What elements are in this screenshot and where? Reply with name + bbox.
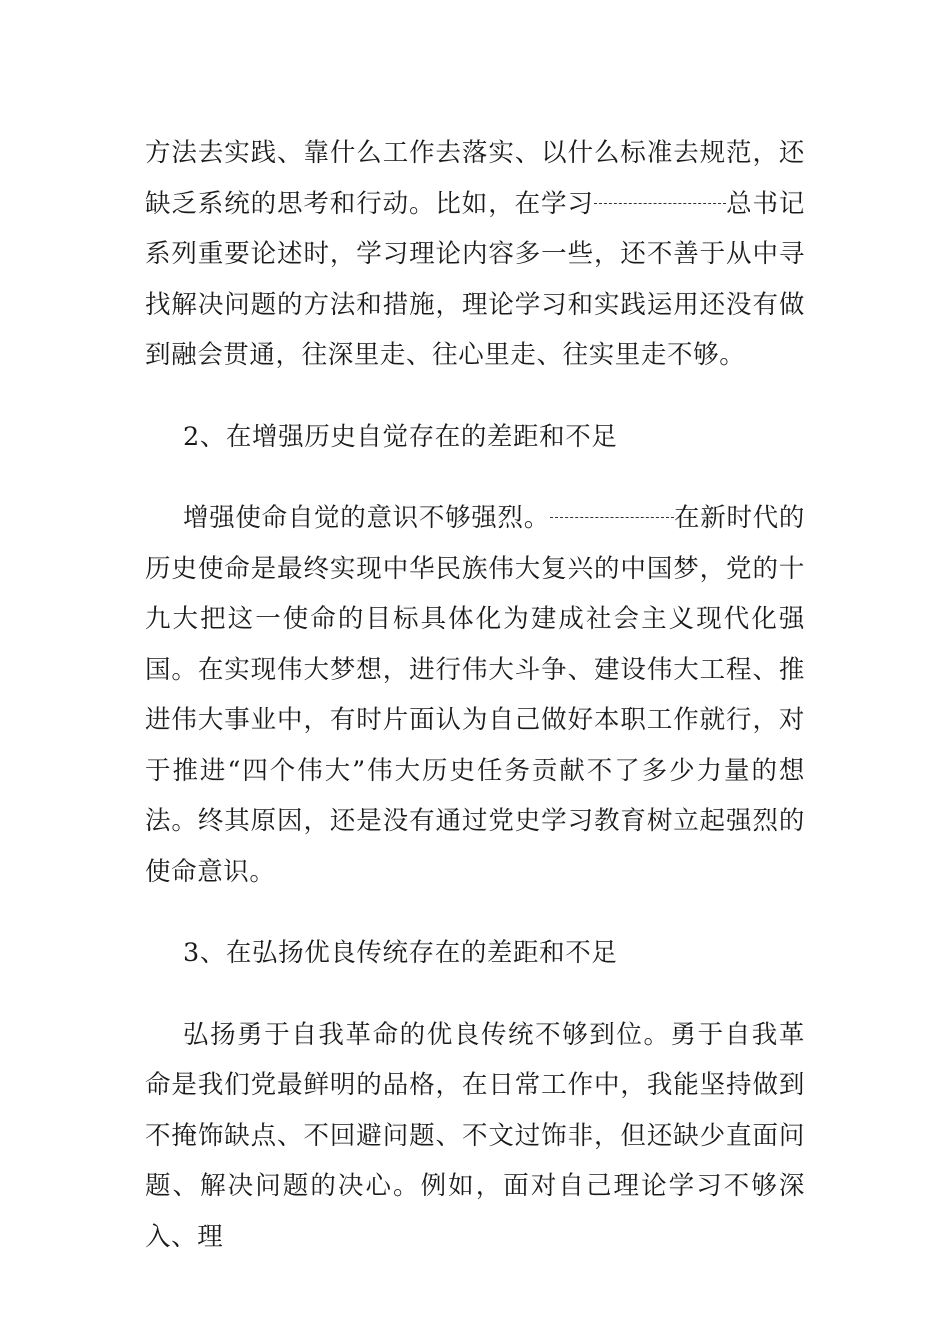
paragraph-continuation — [145, 128, 805, 381]
paragraph-text: 在新时代的历史使命是最终实现中华民族伟大复兴的中国梦，党的十九大把这一使命的目标具体化为建成社会主义现代化强国。在实现伟大梦想，进行伟大斗争、建设伟大工程、推进伟大事业中，有时片面认为自己做好本职工作就行，对于推进“四个伟大”伟大历史任务贡献不了多少力量的想法。终其原因，还是没有通过党史学习教育树立起强烈的使命意识。 — [145, 503, 805, 887]
paragraph-tradition: 弘扬勇于自我革命的优良传统不够到位。勇于自我革命是我们党最鲜明的品格，在日常工作中，我能坚持做到不掩饰缺点、不回避问题、不文过饰非，但还缺少直面问题、解决问题的决心。例如，面对自己理论学习不够深入、理 — [145, 1019, 805, 1252]
redacted-blank — [594, 202, 726, 204]
section-heading-2: 2、在增强历史自觉存在的差距和不足 — [183, 421, 618, 452]
paragraph-gap — [145, 462, 805, 493]
paragraph-gap — [145, 979, 805, 1010]
paragraph-text: 总书记系列重要论述时，学习理论内容多一些，还不善于从中寻找解决问题的方法和措施，理论学习和实践运用还没有做到融会贯通，往深里走、往心里走、往实里走不够。 — [145, 188, 805, 370]
redacted-blank — [550, 516, 674, 518]
section-heading-3: 3、在弘扬优良传统存在的差距和不足 — [183, 938, 618, 968]
paragraph-mission — [145, 493, 805, 897]
paragraph-text: 方法去实践、靠什么工作去落实、以什么标准去规范，还缺乏系统的思考和行动。比如，在学习 — [145, 138, 805, 219]
paragraph-gap — [145, 381, 805, 412]
paragraph-gap — [145, 897, 805, 928]
document-body — [145, 128, 805, 1262]
paragraph-text: 增强使命自觉的意识不够强烈。 — [183, 503, 550, 533]
